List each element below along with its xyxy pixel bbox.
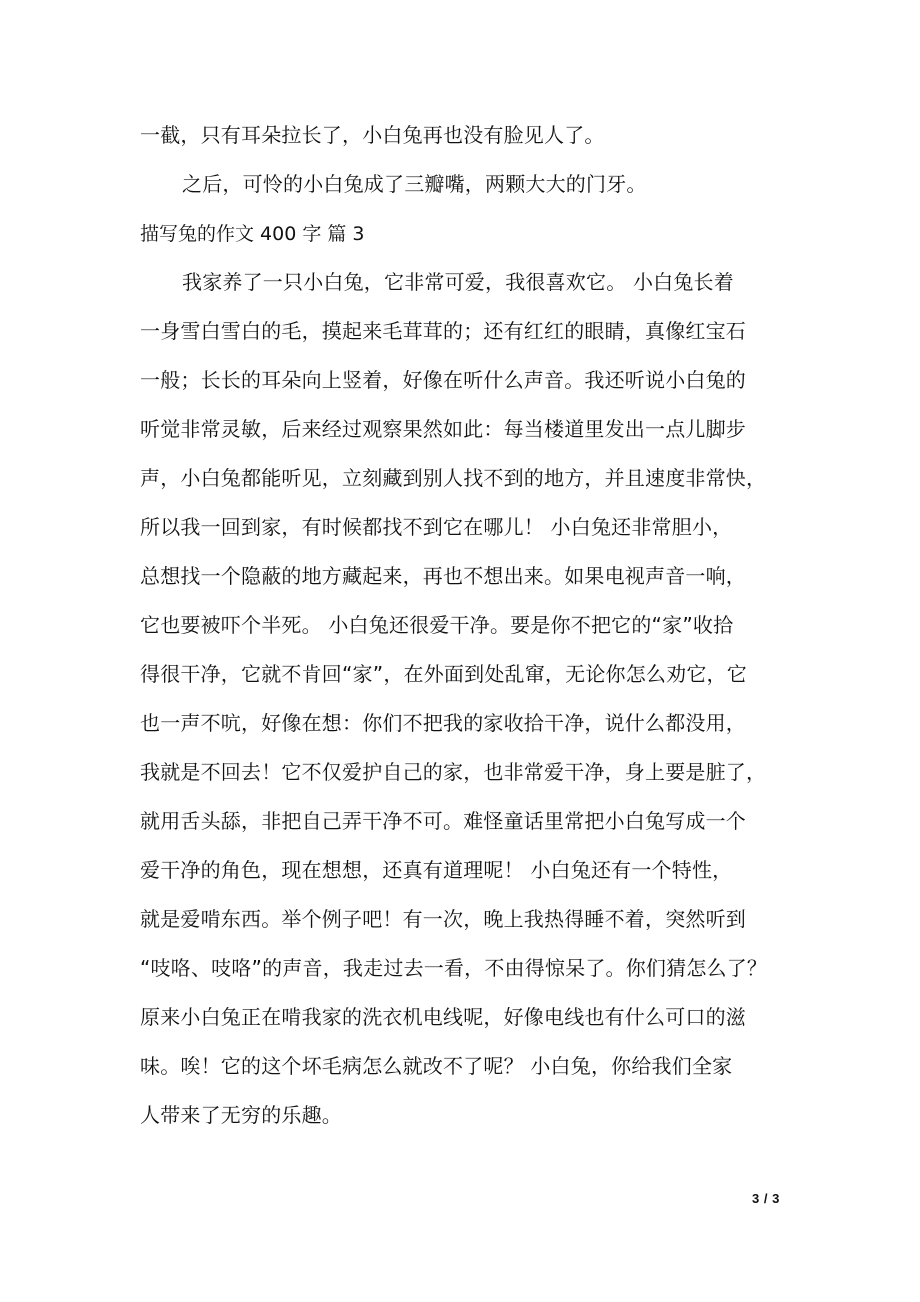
- body-line: 得很干净，它就不肯回“家”，在外面到处乱窜，无论你怎么劝它，它: [140, 662, 747, 686]
- body-line: 味。唉！它的这个坏毛病怎么就改不了呢？ 小白兔，你给我们全家: [140, 1054, 733, 1078]
- section-heading: 描写兔的作文 400 字 篇 3: [140, 223, 365, 245]
- body-line: 所以我一回到家，有时候都找不到它在哪儿！ 小白兔还非常胆小，: [140, 515, 733, 539]
- body-line: 总想找一个隐蔽的地方藏起来，再也不想出来。如果电视声音一响，: [140, 564, 746, 588]
- body-line: “吱咯、吱咯”的声音，我走过去一看，不由得惊呆了。你们猜怎么了？: [140, 956, 768, 980]
- body-line: 就是爱啃东西。举个例子吧！有一次，晚上我热得睡不着，突然听到: [140, 907, 746, 931]
- body-line: 一身雪白雪白的毛，摸起来毛茸茸的；还有红红的眼睛，真像红宝石: [140, 319, 746, 343]
- paragraph-first-line: 之后，可怜的小白兔成了三瓣嘴，两颗大大的门牙。: [182, 172, 647, 196]
- body-line: 声，小白兔都能听见，立刻藏到别人找不到的地方，并且速度非常快，: [140, 466, 767, 490]
- body-line: 就用舌头舔，非把自己弄干净不可。难怪童话里常把小白兔写成一个: [140, 809, 746, 833]
- body-line: 原来小白兔正在啃我家的洗衣机电线呢，好像电线也有什么可口的滋: [140, 1005, 746, 1029]
- body-line: 一般；长长的耳朵向上竖着，好像在听什么声音。我还听说小白兔的: [140, 368, 746, 392]
- body-line: 爱干净的角色，现在想想，还真有道理呢！ 小白兔还有一个特性，: [140, 858, 733, 882]
- body-line: 听觉非常灵敏，后来经过观察果然如此：每当楼道里发出一点儿脚步: [140, 417, 746, 441]
- body-line: 也一声不吭，好像在想：你们不把我的家收拾干净，说什么都没用，: [140, 711, 746, 735]
- paragraph-first-line: 我家养了一只小白兔，它非常可爱，我很喜欢它。 小白兔长着: [182, 270, 734, 294]
- body-line: 人带来了无穷的乐趣。: [140, 1103, 342, 1127]
- body-line: 我就是不回去！它不仅爱护自己的家，也非常爱干净，身上要是脏了，: [140, 760, 767, 784]
- body-line: 一截，只有耳朵拉长了，小白兔再也没有脸见人了。: [140, 123, 605, 147]
- page-number: 3 / 3: [752, 1191, 780, 1206]
- body-line: 它也要被吓个半死。 小白兔还很爱干净。要是你不把它的“家”收拾: [140, 613, 734, 637]
